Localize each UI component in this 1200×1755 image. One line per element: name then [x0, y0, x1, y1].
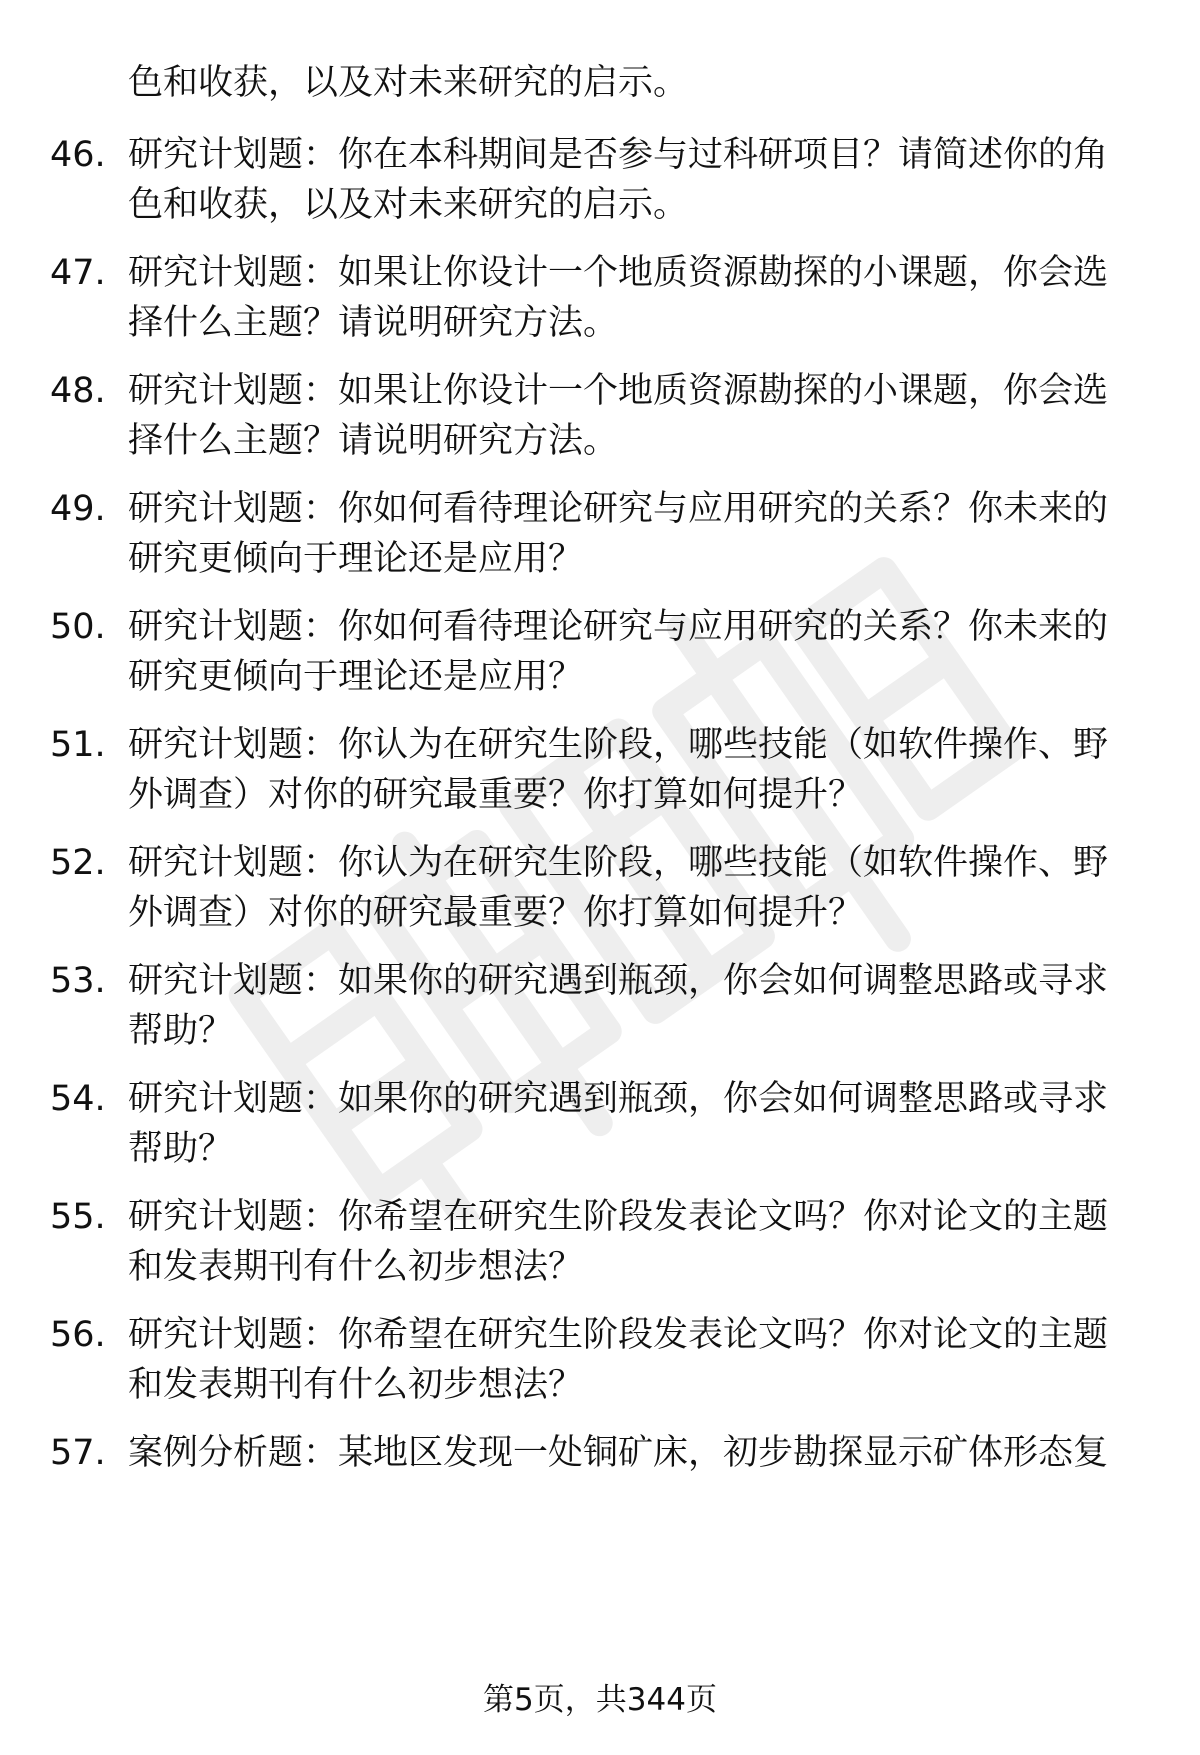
question-text-line2: 帮助？ — [128, 1011, 234, 1051]
question-number: 48. — [50, 371, 106, 411]
question-text-line2: 外调查）对你的研究最重要？你打算如何提升？ — [128, 775, 864, 815]
question-number: 57. — [50, 1433, 106, 1473]
question-text-line2: 色和收获，以及对未来研究的启示。 — [128, 185, 689, 225]
question-text-line1: 研究计划题：如果让你设计一个地质资源勘探的小课题，你会选 — [128, 371, 1109, 411]
question-text-line1: 研究计划题：你在本科期间是否参与过科研项目？请简述你的角 — [128, 135, 1109, 175]
page-footer: 第5页，共344页 — [483, 1682, 717, 1718]
question-text-line1: 研究计划题：如果你的研究遇到瓶颈，你会如何调整思路或寻求 — [128, 961, 1109, 1001]
question-number: 56. — [50, 1315, 106, 1355]
question-number: 51. — [50, 725, 106, 765]
question-text-line1: 研究计划题：你希望在研究生阶段发表论文吗？你对论文的主题 — [128, 1197, 1109, 1237]
question-text-line2: 择什么主题？请说明研究方法。 — [128, 303, 619, 343]
question-text-line1: 研究计划题：你认为在研究生阶段，哪些技能（如软件操作、野 — [128, 725, 1109, 765]
question-number: 47. — [50, 253, 106, 293]
question-text-line1: 研究计划题：你认为在研究生阶段，哪些技能（如软件操作、野 — [128, 843, 1109, 883]
question-text-line1: 研究计划题：你希望在研究生阶段发表论文吗？你对论文的主题 — [128, 1315, 1109, 1355]
question-text-line2: 和发表期刊有什么初步想法？ — [128, 1247, 584, 1287]
question-text-line2: 帮助？ — [128, 1129, 234, 1169]
question-text-line1: 研究计划题：如果你的研究遇到瓶颈，你会如何调整思路或寻求 — [128, 1079, 1109, 1119]
question-text-line2: 和发表期刊有什么初步想法？ — [128, 1365, 584, 1405]
question-text-line1: 案例分析题：某地区发现一处铜矿床，初步勘探显示矿体形态复 — [128, 1433, 1109, 1473]
question-number: 55. — [50, 1197, 106, 1237]
question-number: 49. — [50, 489, 106, 529]
question-text-line2: 外调查）对你的研究最重要？你打算如何提升？ — [128, 893, 864, 933]
question-text-line1: 研究计划题：如果让你设计一个地质资源勘探的小课题，你会选 — [128, 253, 1109, 293]
question-text-line2: 研究更倾向于理论还是应用？ — [128, 539, 584, 579]
question-text-line1: 研究计划题：你如何看待理论研究与应用研究的关系？你未来的 — [128, 607, 1109, 647]
question-number: 50. — [50, 607, 106, 647]
question-text-line1: 研究计划题：你如何看待理论研究与应用研究的关系？你未来的 — [128, 489, 1109, 529]
continuation-text: 色和收获，以及对未来研究的启示。 — [128, 63, 689, 103]
question-number: 54. — [50, 1079, 106, 1119]
question-number: 53. — [50, 961, 106, 1001]
question-number: 52. — [50, 843, 106, 883]
question-text-line2: 择什么主题？请说明研究方法。 — [128, 421, 619, 461]
question-text-line2: 研究更倾向于理论还是应用？ — [128, 657, 584, 697]
question-number: 46. — [50, 135, 106, 175]
